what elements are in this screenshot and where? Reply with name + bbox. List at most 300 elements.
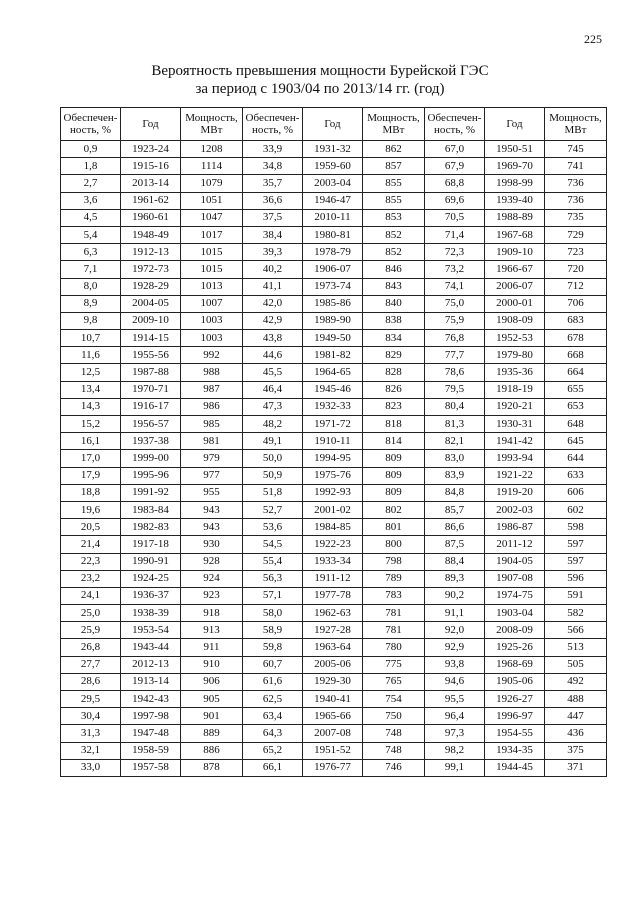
cell-power: 780 [363, 639, 425, 656]
table-row [61, 209, 607, 226]
cell-power: 1015 [181, 261, 243, 278]
cell-probability: 34,8 [243, 158, 303, 175]
cell-year: 1997-98 [121, 708, 181, 725]
cell-power: 1013 [181, 278, 243, 295]
cell-year: 1932-33 [303, 398, 363, 415]
cell-year: 1928-29 [121, 278, 181, 295]
cell-year: 1908-09 [485, 312, 545, 329]
cell-probability: 78,6 [425, 364, 485, 381]
cell-power: 505 [545, 656, 607, 673]
cell-year: 1954-55 [485, 725, 545, 742]
cell-probability: 84,8 [425, 484, 485, 501]
cell-year: 1951-52 [303, 742, 363, 759]
cell-probability: 37,5 [243, 209, 303, 226]
table-row [61, 141, 607, 158]
cell-power: 488 [545, 691, 607, 708]
cell-probability: 99,1 [425, 759, 485, 776]
cell-year: 1921-22 [485, 467, 545, 484]
table-row [61, 450, 607, 467]
cell-power: 809 [363, 467, 425, 484]
cell-probability: 89,3 [425, 570, 485, 587]
cell-year: 2009-10 [121, 312, 181, 329]
cell-year: 1962-63 [303, 605, 363, 622]
cell-power: 840 [363, 295, 425, 312]
cell-year: 1931-32 [303, 141, 363, 158]
cell-year: 1979-80 [485, 347, 545, 364]
table-row [61, 673, 607, 690]
cell-power: 1208 [181, 141, 243, 158]
table-row [61, 742, 607, 759]
cell-year: 1943-44 [121, 639, 181, 656]
cell-probability: 32,1 [61, 742, 121, 759]
cell-year: 1958-59 [121, 742, 181, 759]
cell-probability: 91,1 [425, 605, 485, 622]
cell-probability: 92,9 [425, 639, 485, 656]
cell-power: 723 [545, 244, 607, 261]
cell-power: 602 [545, 501, 607, 518]
cell-year: 1942-43 [121, 691, 181, 708]
cell-power: 930 [181, 536, 243, 553]
header-year-2: Год [303, 108, 363, 141]
cell-probability: 47,3 [243, 398, 303, 415]
cell-year: 1909-10 [485, 244, 545, 261]
table-row [61, 691, 607, 708]
cell-power: 809 [363, 484, 425, 501]
cell-power: 754 [363, 691, 425, 708]
cell-power: 678 [545, 330, 607, 347]
cell-year: 1982-83 [121, 519, 181, 536]
cell-power: 846 [363, 261, 425, 278]
cell-probability: 50,9 [243, 467, 303, 484]
cell-power: 748 [363, 742, 425, 759]
cell-probability: 95,5 [425, 691, 485, 708]
cell-power: 802 [363, 501, 425, 518]
cell-year: 1957-58 [121, 759, 181, 776]
cell-year: 1990-91 [121, 553, 181, 570]
cell-year: 1920-21 [485, 398, 545, 415]
cell-power: 1007 [181, 295, 243, 312]
cell-power: 720 [545, 261, 607, 278]
cell-probability: 29,5 [61, 691, 121, 708]
cell-probability: 0,9 [61, 141, 121, 158]
cell-year: 1929-30 [303, 673, 363, 690]
cell-year: 1960-61 [121, 209, 181, 226]
cell-year: 1913-14 [121, 673, 181, 690]
cell-probability: 54,5 [243, 536, 303, 553]
cell-probability: 80,4 [425, 398, 485, 415]
cell-year: 1965-66 [303, 708, 363, 725]
table-row [61, 639, 607, 656]
cell-year: 1974-75 [485, 587, 545, 604]
header-probability-3: Обеспечен-ность, % [425, 108, 485, 141]
cell-year: 2003-04 [303, 175, 363, 192]
table-row [61, 587, 607, 604]
table-row [61, 312, 607, 329]
cell-power: 736 [545, 175, 607, 192]
table-row [61, 381, 607, 398]
cell-probability: 67,0 [425, 141, 485, 158]
cell-power: 668 [545, 347, 607, 364]
cell-probability: 36,6 [243, 192, 303, 209]
cell-year: 1986-87 [485, 519, 545, 536]
cell-probability: 27,7 [61, 656, 121, 673]
cell-power: 706 [545, 295, 607, 312]
cell-probability: 33,9 [243, 141, 303, 158]
cell-probability: 66,1 [243, 759, 303, 776]
cell-probability: 79,5 [425, 381, 485, 398]
cell-year: 2007-08 [303, 725, 363, 742]
cell-probability: 7,1 [61, 261, 121, 278]
cell-year: 1999-00 [121, 450, 181, 467]
cell-year: 2005-06 [303, 656, 363, 673]
table-row [61, 622, 607, 639]
cell-year: 2013-14 [121, 175, 181, 192]
cell-year: 1905-06 [485, 673, 545, 690]
cell-year: 1978-79 [303, 244, 363, 261]
cell-power: 901 [181, 708, 243, 725]
page-number: 225 [584, 32, 602, 46]
cell-year: 1918-19 [485, 381, 545, 398]
cell-power: 655 [545, 381, 607, 398]
cell-year: 1968-69 [485, 656, 545, 673]
cell-probability: 23,2 [61, 570, 121, 587]
cell-power: 746 [363, 759, 425, 776]
cell-year: 1970-71 [121, 381, 181, 398]
cell-power: 801 [363, 519, 425, 536]
cell-probability: 25,9 [61, 622, 121, 639]
cell-power: 906 [181, 673, 243, 690]
cell-probability: 92,0 [425, 622, 485, 639]
cell-power: 745 [545, 141, 607, 158]
cell-probability: 20,5 [61, 519, 121, 536]
cell-power: 735 [545, 209, 607, 226]
cell-year: 1976-77 [303, 759, 363, 776]
cell-power: 818 [363, 416, 425, 433]
cell-power: 979 [181, 450, 243, 467]
table-row [61, 656, 607, 673]
header-year-1: Год [121, 108, 181, 141]
cell-year: 1983-84 [121, 501, 181, 518]
cell-power: 852 [363, 244, 425, 261]
title-line-2: за период с 1903/04 по 2013/14 гг. (год) [195, 81, 445, 97]
cell-power: 862 [363, 141, 425, 158]
cell-probability: 77,7 [425, 347, 485, 364]
cell-year: 1910-11 [303, 433, 363, 450]
cell-year: 1961-62 [121, 192, 181, 209]
cell-power: 1017 [181, 226, 243, 243]
cell-power: 783 [363, 587, 425, 604]
cell-probability: 3,6 [61, 192, 121, 209]
cell-probability: 55,4 [243, 553, 303, 570]
table-row [61, 330, 607, 347]
cell-year: 1914-15 [121, 330, 181, 347]
cell-power: 597 [545, 536, 607, 553]
cell-power: 789 [363, 570, 425, 587]
cell-probability: 86,6 [425, 519, 485, 536]
cell-power: 988 [181, 364, 243, 381]
cell-probability: 18,8 [61, 484, 121, 501]
cell-probability: 67,9 [425, 158, 485, 175]
cell-year: 1919-20 [485, 484, 545, 501]
cell-year: 1933-34 [303, 553, 363, 570]
cell-probability: 15,2 [61, 416, 121, 433]
cell-probability: 71,4 [425, 226, 485, 243]
table-row [61, 278, 607, 295]
cell-year: 1985-86 [303, 295, 363, 312]
cell-power: 1051 [181, 192, 243, 209]
table-row [61, 570, 607, 587]
cell-probability: 44,6 [243, 347, 303, 364]
table-row [61, 725, 607, 742]
table-row [61, 605, 607, 622]
cell-year: 1922-23 [303, 536, 363, 553]
cell-probability: 42,9 [243, 312, 303, 329]
cell-probability: 39,3 [243, 244, 303, 261]
cell-year: 1930-31 [485, 416, 545, 433]
cell-probability: 16,1 [61, 433, 121, 450]
cell-probability: 24,1 [61, 587, 121, 604]
cell-power: 798 [363, 553, 425, 570]
table-row [61, 244, 607, 261]
cell-power: 736 [545, 192, 607, 209]
cell-power: 729 [545, 226, 607, 243]
cell-probability: 46,4 [243, 381, 303, 398]
cell-power: 781 [363, 622, 425, 639]
cell-year: 1936-37 [121, 587, 181, 604]
cell-year: 1939-40 [485, 192, 545, 209]
cell-power: 447 [545, 708, 607, 725]
table-row [61, 467, 607, 484]
cell-year: 1911-12 [303, 570, 363, 587]
cell-power: 857 [363, 158, 425, 175]
cell-power: 943 [181, 501, 243, 518]
cell-year: 2012-13 [121, 656, 181, 673]
cell-power: 855 [363, 192, 425, 209]
cell-probability: 58,9 [243, 622, 303, 639]
cell-year: 1948-49 [121, 226, 181, 243]
cell-probability: 51,8 [243, 484, 303, 501]
cell-power: 741 [545, 158, 607, 175]
cell-probability: 97,3 [425, 725, 485, 742]
cell-probability: 72,3 [425, 244, 485, 261]
cell-probability: 30,4 [61, 708, 121, 725]
cell-probability: 26,8 [61, 639, 121, 656]
table-row [61, 364, 607, 381]
cell-probability: 75,9 [425, 312, 485, 329]
cell-power: 683 [545, 312, 607, 329]
cell-year: 1964-65 [303, 364, 363, 381]
table-row [61, 226, 607, 243]
cell-probability: 49,1 [243, 433, 303, 450]
document-title [0, 62, 640, 98]
cell-power: 582 [545, 605, 607, 622]
cell-probability: 9,8 [61, 312, 121, 329]
cell-probability: 64,3 [243, 725, 303, 742]
cell-probability: 13,4 [61, 381, 121, 398]
cell-year: 1917-18 [121, 536, 181, 553]
cell-year: 1906-07 [303, 261, 363, 278]
cell-power: 843 [363, 278, 425, 295]
table-row [61, 261, 607, 278]
cell-probability: 21,4 [61, 536, 121, 553]
cell-year: 1935-36 [485, 364, 545, 381]
cell-year: 2008-09 [485, 622, 545, 639]
cell-power: 1003 [181, 312, 243, 329]
cell-probability: 90,2 [425, 587, 485, 604]
cell-power: 855 [363, 175, 425, 192]
cell-year: 1926-27 [485, 691, 545, 708]
cell-year: 1973-74 [303, 278, 363, 295]
cell-year: 2004-05 [121, 295, 181, 312]
cell-power: 814 [363, 433, 425, 450]
cell-probability: 5,4 [61, 226, 121, 243]
cell-power: 775 [363, 656, 425, 673]
table-row [61, 295, 607, 312]
cell-year: 1956-57 [121, 416, 181, 433]
cell-power: 1114 [181, 158, 243, 175]
cell-probability: 31,3 [61, 725, 121, 742]
cell-year: 1987-88 [121, 364, 181, 381]
cell-year: 1984-85 [303, 519, 363, 536]
cell-power: 852 [363, 226, 425, 243]
cell-power: 765 [363, 673, 425, 690]
cell-probability: 98,2 [425, 742, 485, 759]
cell-power: 823 [363, 398, 425, 415]
cell-year: 2002-03 [485, 501, 545, 518]
cell-probability: 73,2 [425, 261, 485, 278]
table-header-row [61, 108, 607, 141]
cell-power: 1047 [181, 209, 243, 226]
cell-power: 633 [545, 467, 607, 484]
cell-year: 1940-41 [303, 691, 363, 708]
cell-probability: 50,0 [243, 450, 303, 467]
cell-power: 492 [545, 673, 607, 690]
header-probability-1: Обеспечен-ность, % [61, 108, 121, 141]
cell-power: 923 [181, 587, 243, 604]
cell-probability: 17,9 [61, 467, 121, 484]
cell-power: 910 [181, 656, 243, 673]
cell-power: 748 [363, 725, 425, 742]
cell-power: 977 [181, 467, 243, 484]
cell-power: 838 [363, 312, 425, 329]
header-power-1: Мощность, МВт [181, 108, 243, 141]
cell-year: 1995-96 [121, 467, 181, 484]
cell-year: 1967-68 [485, 226, 545, 243]
cell-probability: 88,4 [425, 553, 485, 570]
cell-power: 1003 [181, 330, 243, 347]
cell-year: 1945-46 [303, 381, 363, 398]
cell-probability: 93,8 [425, 656, 485, 673]
cell-year: 1904-05 [485, 553, 545, 570]
cell-power: 918 [181, 605, 243, 622]
cell-power: 598 [545, 519, 607, 536]
header-probability-2: Обеспечен-ность, % [243, 108, 303, 141]
table-row [61, 759, 607, 776]
cell-power: 513 [545, 639, 607, 656]
cell-year: 1912-13 [121, 244, 181, 261]
cell-year: 1971-72 [303, 416, 363, 433]
cell-year: 1941-42 [485, 433, 545, 450]
table-row [61, 175, 607, 192]
cell-power: 905 [181, 691, 243, 708]
cell-year: 1996-97 [485, 708, 545, 725]
cell-probability: 42,0 [243, 295, 303, 312]
cell-power: 664 [545, 364, 607, 381]
table-row [61, 347, 607, 364]
header-year-3: Год [485, 108, 545, 141]
cell-probability: 8,9 [61, 295, 121, 312]
table-row [61, 536, 607, 553]
cell-probability: 58,0 [243, 605, 303, 622]
cell-probability: 41,1 [243, 278, 303, 295]
cell-power: 781 [363, 605, 425, 622]
cell-probability: 40,2 [243, 261, 303, 278]
cell-probability: 38,4 [243, 226, 303, 243]
cell-year: 1952-53 [485, 330, 545, 347]
cell-probability: 82,1 [425, 433, 485, 450]
cell-year: 1991-92 [121, 484, 181, 501]
cell-probability: 65,2 [243, 742, 303, 759]
cell-year: 1934-35 [485, 742, 545, 759]
cell-probability: 62,5 [243, 691, 303, 708]
table-row [61, 519, 607, 536]
table-row [61, 192, 607, 209]
cell-year: 1946-47 [303, 192, 363, 209]
cell-power: 644 [545, 450, 607, 467]
cell-power: 834 [363, 330, 425, 347]
cell-year: 2006-07 [485, 278, 545, 295]
cell-probability: 48,2 [243, 416, 303, 433]
cell-probability: 45,5 [243, 364, 303, 381]
cell-year: 1989-90 [303, 312, 363, 329]
cell-probability: 68,8 [425, 175, 485, 192]
cell-year: 1949-50 [303, 330, 363, 347]
table-row [61, 708, 607, 725]
cell-year: 2011-12 [485, 536, 545, 553]
cell-power: 809 [363, 450, 425, 467]
cell-probability: 57,1 [243, 587, 303, 604]
probability-table [60, 107, 607, 777]
cell-probability: 14,3 [61, 398, 121, 415]
cell-power: 597 [545, 553, 607, 570]
cell-probability: 83,9 [425, 467, 485, 484]
table-row [61, 398, 607, 415]
cell-probability: 87,5 [425, 536, 485, 553]
cell-year: 1969-70 [485, 158, 545, 175]
cell-probability: 85,7 [425, 501, 485, 518]
cell-power: 992 [181, 347, 243, 364]
cell-year: 1938-39 [121, 605, 181, 622]
cell-power: 653 [545, 398, 607, 415]
title-line-1: Вероятность превышения мощности Бурейской ГЭС [151, 63, 489, 79]
cell-probability: 75,0 [425, 295, 485, 312]
cell-probability: 76,8 [425, 330, 485, 347]
cell-year: 1981-82 [303, 347, 363, 364]
table-row [61, 553, 607, 570]
cell-power: 928 [181, 553, 243, 570]
cell-probability: 61,6 [243, 673, 303, 690]
table-row [61, 501, 607, 518]
table-row [61, 416, 607, 433]
cell-power: 853 [363, 209, 425, 226]
cell-year: 1975-76 [303, 467, 363, 484]
cell-power: 987 [181, 381, 243, 398]
cell-year: 1988-89 [485, 209, 545, 226]
cell-power: 566 [545, 622, 607, 639]
cell-year: 2000-01 [485, 295, 545, 312]
cell-year: 1923-24 [121, 141, 181, 158]
table-row [61, 484, 607, 501]
